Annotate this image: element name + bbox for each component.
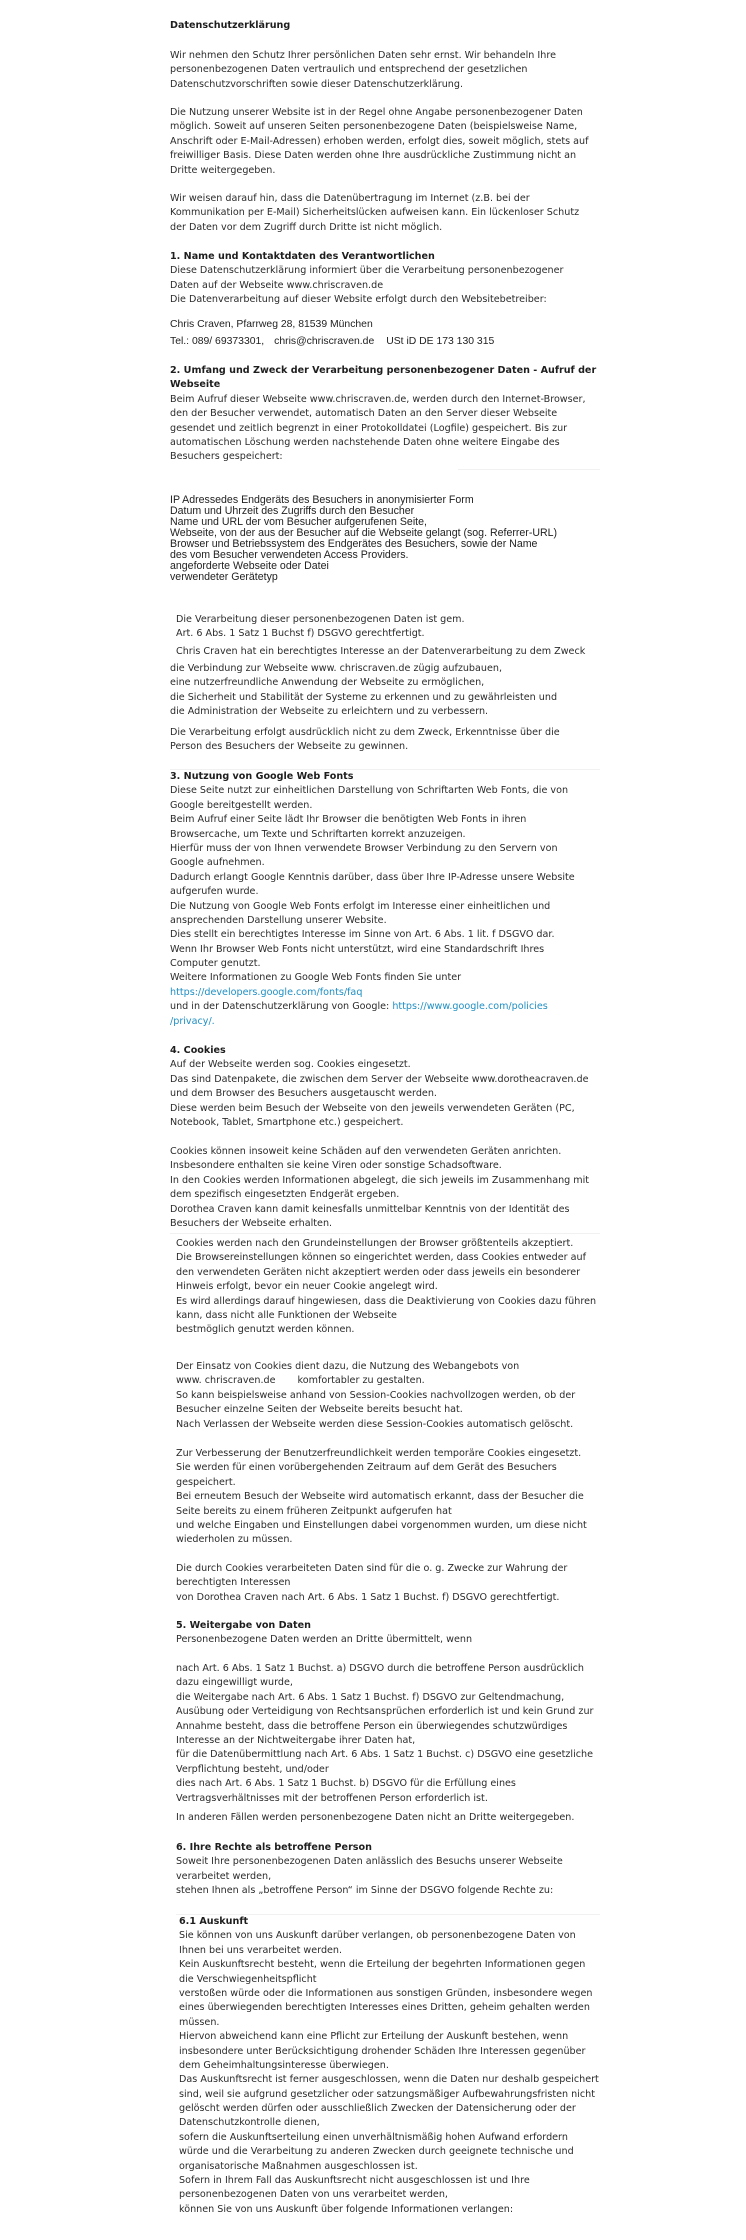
cookies-paragraph-5: Zur Verbesserung der Benutzerfreundlichkeit werden temporäre Cookies eingesetzt. Sie werden für einen vorübergehenden Zeitraum auf dem Gerät des Besuchers gespeichert. Bei erneutem Besuch der Webseite wird automatisch erkannt, dass der Besucher die Seite bereits zu einem früheren Zeitpunkt aufgerufen hat und welche Eingaben und Einstellungen dabei vorgenommen wurden, um diese nicht wiederholen zu müssen. [176,1448,587,1546]
google-privacy-link[interactable]: https://www.google.com/policies [392,1001,548,1013]
section-1-heading: 1. Name und Kontaktdaten des Verantwortlichen [170,251,435,262]
subsection-6-1: 6.1 Auskunft Sie können von uns Auskunft darüber verlangen, ob personenbezogene Daten von Ihnen bei uns verarbeitet werden. Kein Auskunftsrecht besteht, wenn die Erteilung der begehrten Informationen gegen die Verschwiegenheitspflicht verstoßen würde oder die Informationen aus sonstigen Gründen, insbesondere wegen eines überwiegenden berechtigten Interesses eines Dritten, geheim gehalten werden müssen. Hiervon abweichend kann eine Pflicht zur Erteilung der Auskunft bestehen, wenn insbesondere unter Berücksichtigung drohender Schäden Ihre Interessen gegenüber dem Geheimhaltungsinteresse überwiegen. Das Auskunftsrecht ist ferner ausgeschlossen, wenn die Daten nur deshalb gespeichert sind, weil sie aufgrund gesetzlicher oder satzungsmäßiger Aufbewahrungsfristen nicht gelöscht werden dürfen oder ausschließlich Zwecken der Datensicherung oder der Datenschutzkontrolle dienen, sofern die Auskunftserteilung einen unverhältnismäßig hohen Aufwand erfordern würde und die Verarbeitung zu anderen Zwecken durch geeignete technische und organisatorische Maßnahmen ausgeschlossen ist. Sofern in Ihrem Fall das Auskunftsrecht nicht ausgeschlossen ist und Ihre personenbezogenen Daten von uns verarbeitet werden, können Sie von uns Auskunft über folgende Informationen verlangen: [179,1915,609,2217]
page-title: Datenschutzerklärung [170,20,291,31]
intro-paragraph-3: Wir weisen darauf hin, dass die Datenübertragung im Internet (z.B. bei der Kommunikation per E-Mail) Sicherheitslücken aufweisen kann. Ein lückenloser Schutz der Daten vor dem Zugriff durch Dritte ist nicht möglich. [170,193,580,233]
subsection-6-1-heading: 6.1 Auskunft [179,1916,249,1927]
transfer-closing: In anderen Fällen werden personenbezogene Daten nicht an Dritte weitergegeben. [176,1812,575,1823]
purpose-list: die Verbindung zur Webseite www. chriscraven.de zügig aufzubauen, eine nutzerfreundliche Anwendung der Webseite zu ermöglichen, die Sicherheit und Stabilität der Systeme zu erkennen und zu gewährleisten und die Administration der Webseite zu erleichtern und zu verbessern. [170,663,558,718]
google-privacy-link-cont[interactable]: /privacy/. [170,1015,215,1027]
legitimate-interest: Chris Craven hat ein berechtigtes Interesse an der Datenverarbeitung zu dem Zweck [176,646,586,657]
vat-id: USt iD DE 173 130 315 [386,336,495,347]
logged-data-list: IP Adressedes Endgeräts des Besuchers in anonymisierter Form Datum und Uhrzeit des Zugriffs durch den Besucher Name und URL der vom Besucher aufgerufenen Seite, Webseite, von der aus der Besucher auf die Webseite gelangt (sog. Referrer-URL) Browser und Betriebssystem des Endgerätes des Besuchers, sowie der Name des vom Besucher verwendeten Access Providers. angeforderte Webseite oder Datei verwendeter Gerätetyp [170,494,558,583]
email-link[interactable]: chris@chriscraven.de [274,336,375,347]
phone: Tel.: 089/ 69373301, [170,336,265,347]
section-5: 5. Weitergabe von Daten Personenbezogene Daten werden an Dritte übermittelt, wenn [176,1619,606,1648]
contact-block [170,316,600,350]
transfer-conditions: nach Art. 6 Abs. 1 Satz 1 Buchst. a) DSGVO durch die betroffene Person ausdrücklich dazu eingewilligt wurde, die Weitergabe nach Art. 6 Abs. 1 Satz 1 Buchst. f) DSGVO zur Geltendmachung, Ausübung oder Verteidigung von Rechtsansprüchen erforderlich ist und kein Grund zur Annahme besteht, dass die betroffene Person ein überwiegendes schutzwürdiges Interesse an der Nichtweitergabe ihrer Daten hat, für die Datenübermittlung nach Art. 6 Abs. 1 Satz 1 Buchst. c) DSGVO eine gesetzliche Verpflichtung besteht, und/oder dies nach Art. 6 Abs. 1 Satz 1 Buchst. b) DSGVO für die Erfüllung eines Vertragsverhältnisses mit der betroffenen Person erforderlich ist. [176,1663,594,1804]
address: Chris Craven, Pfarrweg 28, 81539 München [170,319,373,330]
cookies-paragraph-6: Die durch Cookies verarbeiteten Daten sind für die o. g. Zwecke zur Wahrung der berechtigten Interessen von Dorothea Craven nach Art. 6 Abs. 1 Satz 1 Buchst. f) DSGVO gerechtfertigt. [176,1563,568,1603]
section-4-heading: 4. Cookies [170,1045,226,1056]
section-4: 4. Cookies Auf der Webseite werden sog. Cookies eingesetzt. Das sind Datenpakete, die zwischen dem Server der Webseite www.dorotheacraven.de und dem Browser des Besuchers ausgetauscht werden. Diese werden beim Besuch der Webseite von den jeweils verwendeten Geräten (PC, Notebook, Tablet, Smartphone etc.) gespeichert. [170,1044,600,1130]
divider [458,469,600,470]
divider [170,1233,600,1234]
section-2: 2. Umfang und Zweck der Verarbeitung personenbezogener Daten - Aufruf der Webseite Beim Aufruf dieser Webseite www.chriscraven.de, werden durch den Internet-Browser, den der Besucher verwendet, automatisch Daten an den Server dieser Webseite gesendet und zeitlich begrenzt in einer Protokolldatei (Logfile) gespeichert. Bis zur automatischen Löschung werden nachstehende Daten ohne weitere Eingabe des Besuchers gespeichert: [170,364,600,465]
cookies-paragraph-2: Cookies können insoweit keine Schäden auf den verwendeten Geräten anrichten. Insbesondere enthalten sie keine Viren oder sonstige Schadsoftware. In den Cookies werden Informationen abgelegt, die sich jeweils im Zusammenhang mit dem spezifisch eingesetzten Endgerät ergeben. Dorothea Craven kann damit keinesfalls unmittelbar Kenntnis von der Identität des Besuchers der Webseite erhalten. [170,1146,590,1229]
google-fonts-faq-link[interactable]: https://developers.google.com/fonts/faq [170,986,363,998]
section-2-heading: 2. Umfang und Zweck der Verarbeitung personenbezogener Daten - Aufruf der [170,365,597,376]
intro-paragraph-2: Die Nutzung unserer Website ist in der Regel ohne Angabe personenbezogener Daten möglich. Soweit auf unseren Seiten personenbezogene Daten (beispielsweise Name, Anschrift oder E-Mail-Adressen) erhoben werden, erfolgt dies, soweit möglich, stets auf freiwilliger Basis. Diese Daten werden ohne Ihre ausdrückliche Zustimmung nicht an Dritte weitergegeben. [170,107,589,176]
section-3: 3. Nutzung von Google Web Fonts Diese Seite nutzt zur einheitlichen Darstellung von Schriftarten Web Fonts, die von Google bereitgestellt werden. Beim Aufruf einer Seite lädt Ihr Browser die benötigten Web Fonts in ihren Browsercache, um Texte und Schriftarten korrekt anzuzeigen. Hierfür muss der von Ihnen verwendete Browser Verbindung zu den Servern von Google aufnehmen. Dadurch erlangt Google Kenntnis darüber, dass über Ihre IP-Adresse unsere Website aufgerufen wurde. Die Nutzung von Google Web Fonts erfolgt im Interesse einer einheitlichen und ansprechenden Darstellung unserer Website. Dies stellt ein berechtigtes Interesse im Sinne von Art. 6 Abs. 1 lit. f DSGVO dar. Wenn Ihr Browser Web Fonts nicht unterstützt, wird eine Standardschrift Ihres Computer genutzt. Weitere Informationen zu Google Web Fonts finden Sie unter https://developers.google.com/fonts/faq und in der Datenschutzerklärung von Google: https://www.google.com/policies /privacy/. [170,770,600,1029]
legal-basis: Die Verarbeitung dieser personenbezogenen Daten ist gem. Art. 6 Abs. 1 Satz 1 Buchst f) DSGVO gerechtfertigt. [176,614,465,640]
intro-paragraph-1: Wir nehmen den Schutz Ihrer persönlichen Daten sehr ernst. Wir behandeln Ihre personenbezogenen Daten vertraulich und entsprechend der gesetzlichen Datenschutzvorschriften sowie dieser Datenschutzerklärung. [170,50,556,90]
cookies-paragraph-3: Cookies werden nach den Grundeinstellungen der Browser größtenteils akzeptiert. Die Browsereinstellungen können so eingerichtet werden, dass Cookies entweder auf den verwendeten Geräten nicht akzeptiert werden oder dass jeweils ein besonderer Hinweis erfolgt, bevor ein neuer Cookie angelegt wird. Es wird allerdings darauf hingewiesen, dass die Deaktivierung von Cookies dazu führen kann, dass nicht alle Funktionen der Webseite bestmöglich genutzt werden können. [176,1238,597,1336]
section-5-heading: 5. Weitergabe von Daten [176,1620,311,1631]
processing-note: Die Verarbeitung erfolgt ausdrücklich nicht zu dem Zweck, Erkenntnisse über die Person des Besuchers der Webseite zu gewinnen. [170,727,560,753]
section-6: 6. Ihre Rechte als betroffene Person Soweit Ihre personenbezogenen Daten anlässlich des Besuchs unserer Webseite verarbeitet werden, stehen Ihnen als „betroffene Person“ im Sinne der DSGVO folgende Rechte zu: [176,1841,606,1899]
section-3-heading: 3. Nutzung von Google Web Fonts [170,771,354,782]
site-link[interactable]: www. chriscraven.de [176,1375,276,1387]
cookies-paragraph-4: Der Einsatz von Cookies dient dazu, die Nutzung des Webangebots von www. chriscraven.de komfortabler zu gestalten. So kann beispielsweise anhand von Session-Cookies nachvollzogen werden, ob der Besucher einzelne Seiten der Webseite bereits besucht hat. Nach Verlassen der Webseite werden diese Session-Cookies automatisch gelöscht. [176,1361,576,1430]
section-6-heading: 6. Ihre Rechte als betroffene Person [176,1842,372,1853]
section-1: 1. Name und Kontaktdaten des Verantwortlichen Diese Datenschutzerklärung informiert über die Verarbeitung personenbezogener Daten auf der Webseite www.chriscraven.de Die Datenverarbeitung auf dieser Website erfolgt durch den Websitebetreiber: [170,250,600,308]
